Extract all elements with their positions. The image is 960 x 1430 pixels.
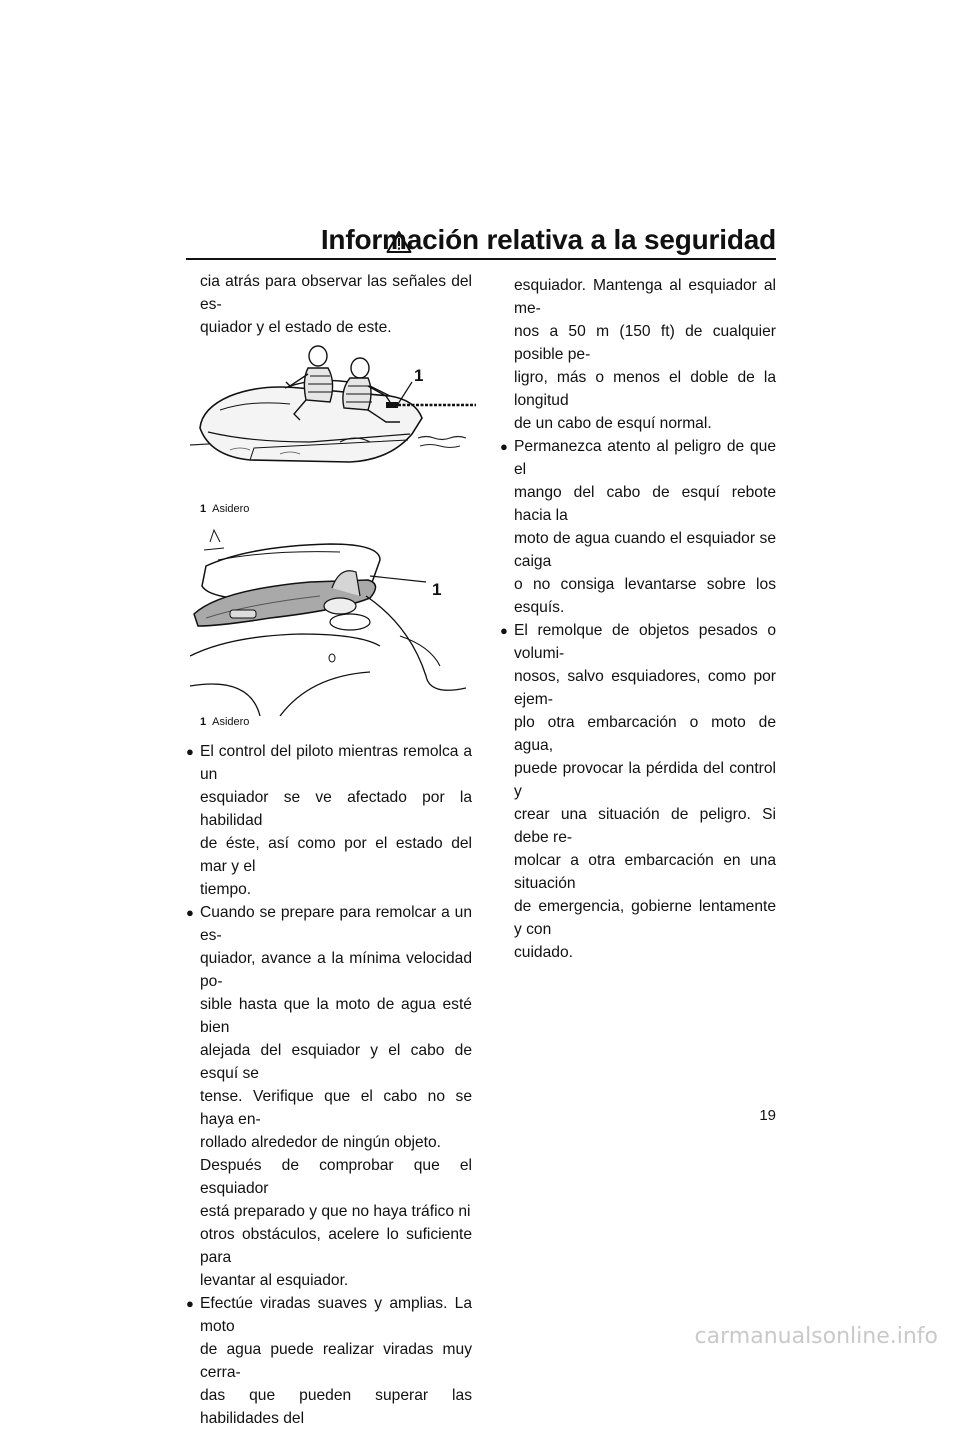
bullet-icon: ● [500, 623, 508, 638]
text-line: tiempo. [200, 881, 252, 898]
bullet-icon: ● [500, 439, 508, 454]
text-line: puede provocar la pérdida del control y [514, 760, 776, 800]
header-rule [186, 258, 776, 260]
figure2-callout: 1 [432, 580, 442, 599]
text-line: rollado alrededor de ningún objeto. [200, 1134, 442, 1151]
text-line: ligro, más o menos el doble de la longitud [514, 369, 776, 409]
caption-text: Asidero [212, 503, 250, 515]
text-line: Cuando se prepare para remolcar a un es- [200, 904, 472, 944]
list-item [500, 619, 776, 964]
text-line: quiador y el estado de este. [200, 319, 392, 336]
watermark-link[interactable]: carmanualsonline.info [694, 1324, 938, 1349]
caption-text: Asidero [212, 716, 250, 728]
list-item [500, 435, 776, 619]
text-line: está preparado y que no haya tráfico ni [200, 1203, 471, 1220]
text-line: levantar al esquiador. [200, 1272, 349, 1289]
text-line: alejada del esquiador y el cabo de esquí se [200, 1042, 472, 1082]
text-line: tense. Verifique que el cabo no se haya en- [200, 1088, 472, 1128]
text-line: de un cabo de esquí normal. [514, 415, 712, 432]
left-bullet-list [186, 740, 472, 1430]
figure2-caption [200, 716, 249, 728]
text-line: nosos, salvo esquiadores, como por ejem- [514, 668, 776, 708]
text-line: esquiador. Mantenga al esquiador al me- [514, 277, 776, 317]
intro-paragraph [186, 270, 472, 339]
list-item [186, 901, 472, 1292]
caption-number: 1 [200, 503, 207, 515]
text-line: molcar a otra embarcación en una situación [514, 852, 776, 892]
figure1-caption [200, 503, 249, 515]
text-line: de agua puede realizar viradas muy cerra- [200, 1341, 472, 1381]
figure-grab-handle [190, 526, 466, 716]
text-line: Permanezca atento al peligro de que el [514, 438, 776, 478]
text-line: El control del piloto mientras remolca a un [200, 743, 472, 783]
text-line: quiador, avance a la mínima velocidad po- [200, 950, 472, 990]
figure-watercraft-towing [190, 330, 476, 490]
text-line: moto de agua cuando el esquiador se caiga [514, 530, 776, 570]
text-line: cuidado. [514, 944, 573, 961]
page-title: Información relativa a la seguridad [320, 224, 776, 255]
text-line: otros obstáculos, acelere lo suficiente para [200, 1226, 472, 1266]
figure1-callout: 1 [414, 366, 424, 385]
text-line: das que pueden superar las habilidades del [200, 1387, 472, 1427]
continuation-paragraph [500, 274, 776, 435]
text-line: cia atrás para observar las señales del es- [200, 273, 472, 313]
text-line: El remolque de objetos pesados o volumi- [514, 622, 776, 662]
caption-number: 1 [200, 716, 207, 728]
text-line: o no consiga levantarse sobre los esquís. [514, 576, 776, 616]
text-line: de éste, así como por el estado del mar y el [200, 835, 472, 875]
page-number: 19 [759, 1107, 776, 1124]
list-item [186, 1292, 472, 1430]
text-line: Después de comprobar que el esquiador [200, 1157, 472, 1197]
bullet-icon: ● [186, 744, 194, 759]
text-line: plo otra embarcación o moto de agua, [514, 714, 776, 754]
page-header [186, 224, 776, 258]
right-column [500, 274, 776, 964]
list-item [186, 740, 472, 901]
text-line: mango del cabo de esquí rebote hacia la [514, 484, 776, 524]
text-line: de emergencia, gobierne lentamente y con [514, 898, 776, 938]
bullet-icon: ● [186, 1296, 194, 1311]
text-line: Efectúe viradas suaves y amplias. La moto [200, 1295, 472, 1335]
text-line: crear una situación de peligro. Si debe re- [514, 806, 776, 846]
text-line: esquiador se ve afectado por la habilidad [200, 789, 472, 829]
text-line: sible hasta que la moto de agua esté bien [200, 996, 472, 1036]
text-line: nos a 50 m (150 ft) de cualquier posible pe- [514, 323, 776, 363]
bullet-icon: ● [186, 905, 194, 920]
